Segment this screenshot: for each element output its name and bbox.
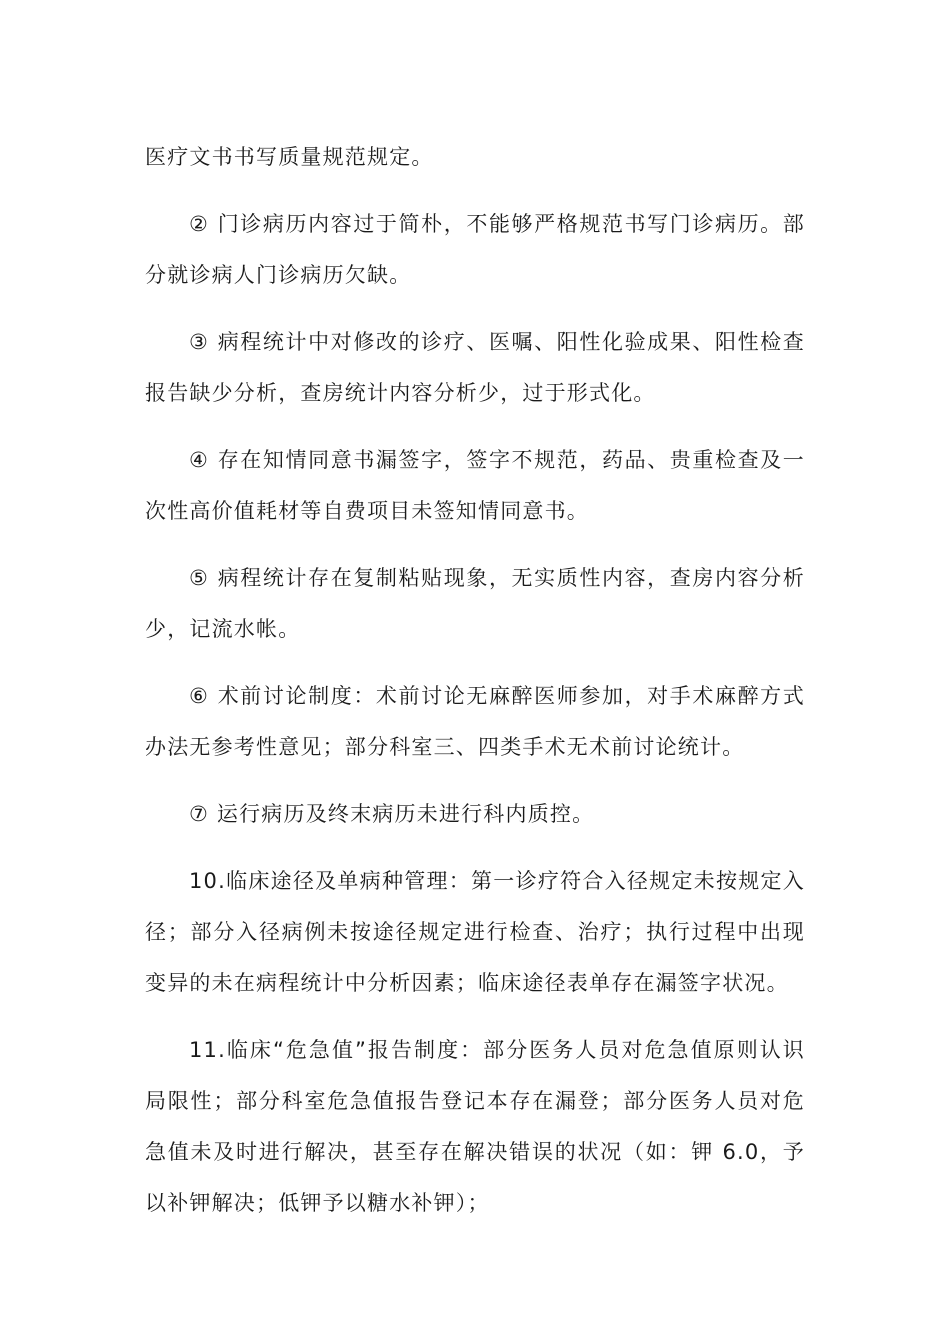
paragraph-item-4: ④ 存在知情同意书漏签字，签字不规范，药品、贵重检查及一次性高价值耗材等自费项目未签知情同意书。 xyxy=(145,448,805,523)
paragraph-item-7: ⑦ 运行病历及终末病历未进行科内质控。 xyxy=(189,802,595,826)
paragraph-continuation: 医疗文书书写质量规范规定。 xyxy=(145,145,434,169)
paragraph-item-3: ③ 病程统计中对修改的诊疗、医嘱、阳性化验成果、阳性检查报告缺少分析，查房统计内容分析少，过于形式化。 xyxy=(145,330,805,405)
paragraph-section-10: 10.临床途径及单病种管理：第一诊疗符合入径规定未按规定入径；部分入径病例未按途径规定进行检查、治疗；执行过程中出现变异的未在病程统计中分析因素；临床途径表单存在漏签字状况。 xyxy=(145,869,805,995)
paragraph-item-6: ⑥ 术前讨论制度：术前讨论无麻醉医师参加，对手术麻醉方式办法无参考性意见；部分科室三、四类手术无术前讨论统计。 xyxy=(145,684,805,759)
paragraph-section-11: 11.临床“危急值”报告制度：部分医务人员对危急值原则认识局限性；部分科室危急值报告登记本存在漏登；部分医务人员对危急值未及时进行解决，甚至存在解决错误的状况（如：钾 6.0，予以补钾解决；低钾予以糖水补钾）； xyxy=(145,1038,805,1215)
paragraph-item-2: ② 门诊病历内容过于简朴，不能够严格规范书写门诊病历。部分就诊病人门诊病历欠缺。 xyxy=(145,212,805,287)
paragraph-item-5: ⑤ 病程统计存在复制粘贴现象，无实质性内容，查房内容分析少，记流水帐。 xyxy=(145,566,805,641)
document-page xyxy=(145,132,805,1229)
